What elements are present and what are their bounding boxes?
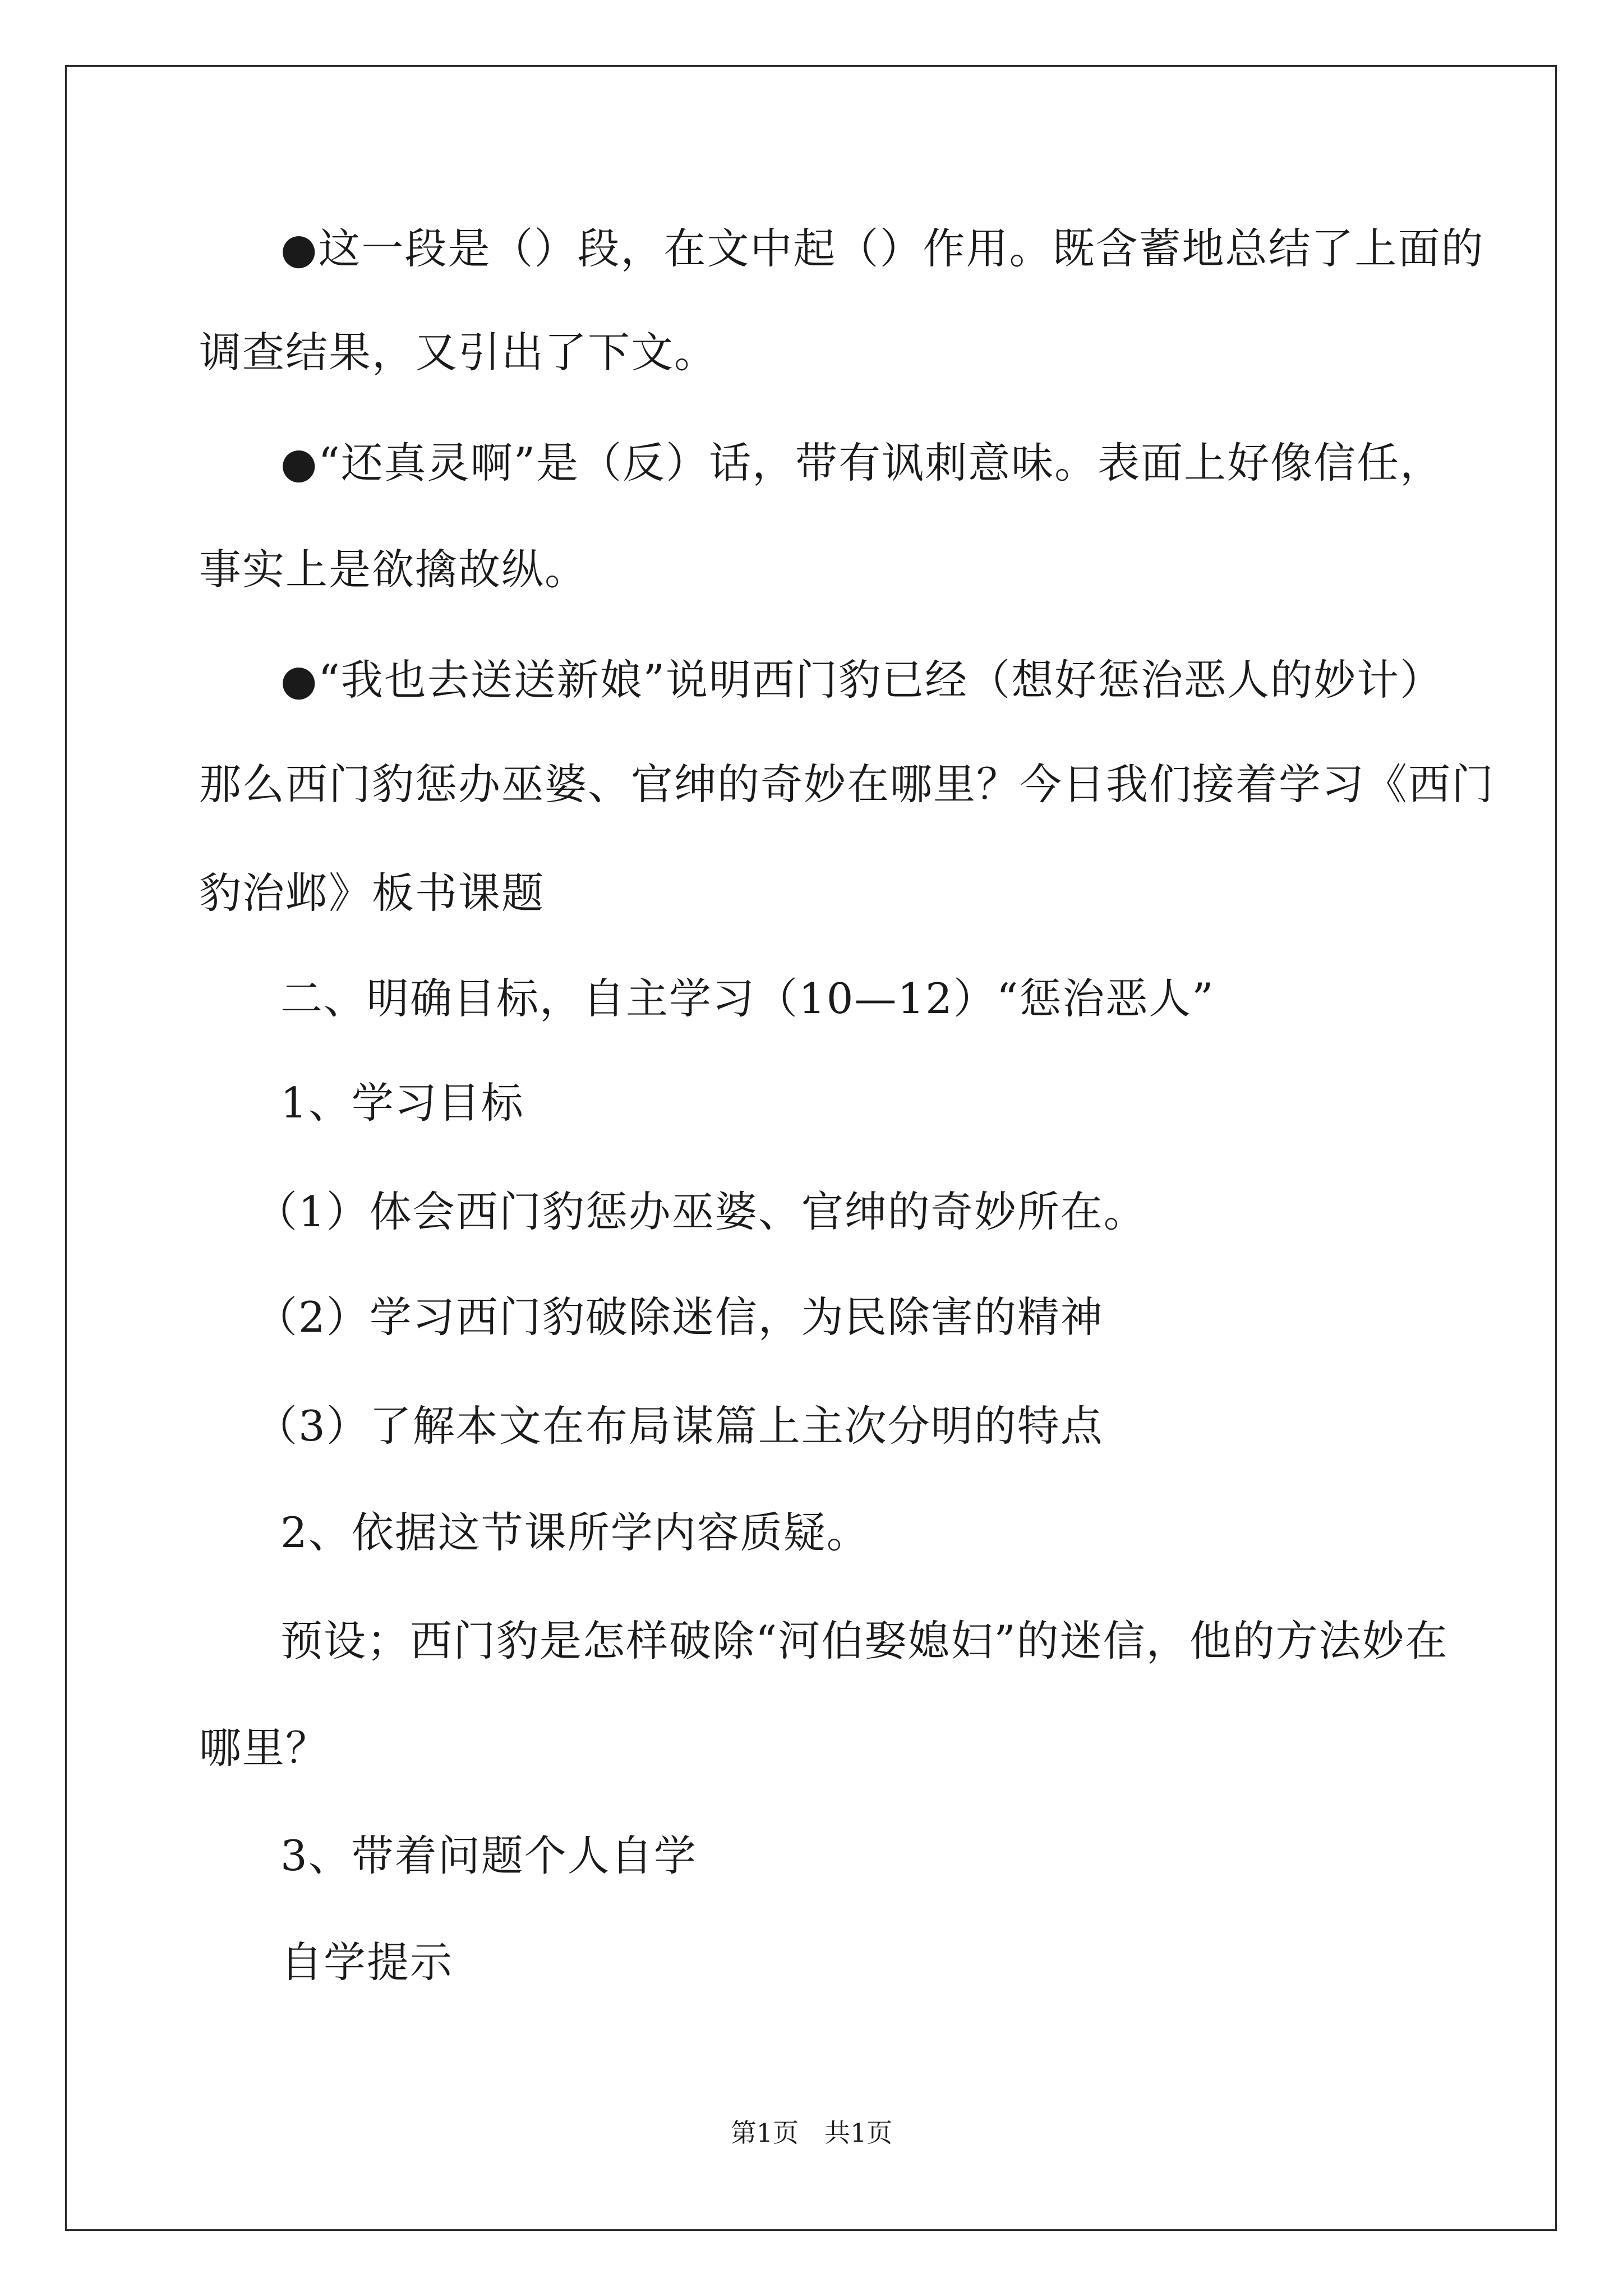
sub-item-1: （1）体会西门豹惩办巫婆、官绅的奇妙所在。	[255, 1187, 1147, 1236]
paragraph-line-2: 调查结果，又引出了下文。	[199, 328, 718, 377]
paragraph-line-6: 那么西门豹惩办巫婆、官绅的奇妙在哪里？今日我们接着学习《西门	[199, 760, 1495, 809]
list-item-2: 2、依据这节课所学内容质疑。	[280, 1508, 870, 1557]
list-item-3: 3、带着问题个人自学	[280, 1831, 697, 1880]
paragraph-line-17: 自学提示	[280, 1938, 454, 1987]
paragraph-line-4: 事实上是欲擒故纵。	[199, 545, 588, 594]
paragraph-line-1: ●这一段是（）段，在文中起（）作用。既含蓄地总结了上面的	[280, 224, 1484, 273]
section-heading: 二、明确目标，自主学习（10—12）“惩治恶人”	[280, 974, 1215, 1023]
list-item-1: 1、学习目标	[280, 1078, 524, 1128]
paragraph-line-15: 哪里？	[199, 1723, 329, 1773]
page-border	[65, 65, 1557, 2231]
paragraph-line-5: ●“我也去送送新娘”说明西门豹已经（想好惩治恶人的妙计）	[280, 655, 1444, 705]
sub-item-3: （3）了解本文在布局谋篇上主次分明的特点	[255, 1401, 1104, 1451]
paragraph-line-3: ●“还真灵啊”是（反）话，带有讽刺意味。表面上好像信任，	[280, 438, 1444, 487]
paragraph-line-14: 预设；西门豹是怎样破除“河伯娶媳妇”的迷信，他的方法妙在	[280, 1616, 1449, 1665]
page-footer: 第1页 共1页	[730, 2118, 893, 2148]
paragraph-line-7: 豹治邺》板书课题	[199, 868, 545, 918]
sub-item-2: （2）学习西门豹破除迷信，为民除害的精神	[255, 1292, 1104, 1342]
